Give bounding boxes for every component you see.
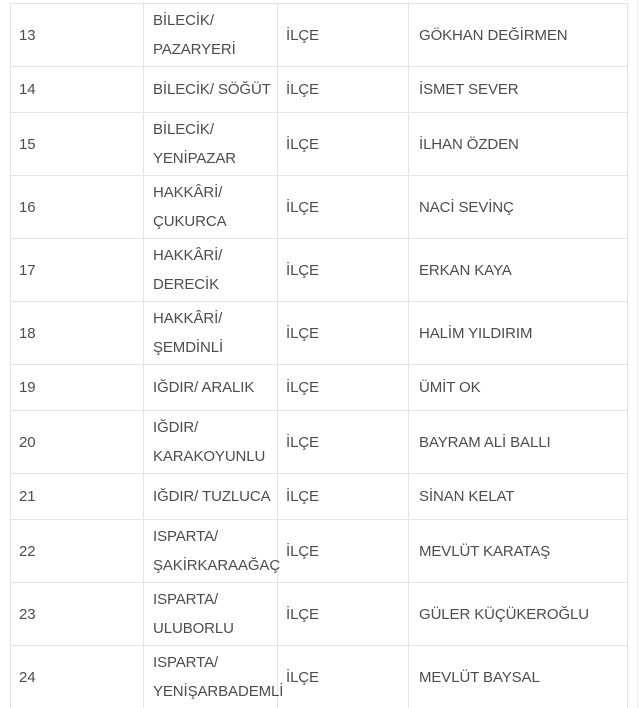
province-district-cell: ISPARTA/ ŞAKİRKARAAĞAÇ [144,520,278,582]
table-row [11,646,628,708]
table-row [11,113,628,176]
candidate-name-cell: SİNAN KELAT [409,474,628,519]
table-row [11,239,628,302]
row-number-cell: 16 [11,176,144,238]
table-row [11,474,628,520]
unit-type-cell: İLÇE [278,520,409,582]
row-number-cell: 15 [11,113,144,175]
table-row [11,302,628,365]
right-edge-line [637,0,638,708]
table-row [11,4,628,67]
candidate-name-cell: İSMET SEVER [409,67,628,112]
row-number-cell: 13 [11,4,144,66]
province-district-cell: ISPARTA/ ULUBORLU [144,583,278,645]
candidate-name-cell: MEVLÜT BAYSAL [409,646,628,708]
unit-type-cell: İLÇE [278,646,409,708]
province-district-cell: IĞDIR/ ARALIK [144,365,278,410]
candidate-name-cell: BAYRAM ALİ BALLI [409,411,628,473]
unit-type-cell: İLÇE [278,365,409,410]
province-district-cell: BİLECİK/ YENİPAZAR [144,113,278,175]
candidate-name-cell: MEVLÜT KARATAŞ [409,520,628,582]
candidate-name-cell: GÖKHAN DEĞİRMEN [409,4,628,66]
row-number-cell: 23 [11,583,144,645]
row-number-cell: 14 [11,67,144,112]
table-row [11,176,628,239]
row-number-cell: 22 [11,520,144,582]
unit-type-cell: İLÇE [278,113,409,175]
candidate-name-cell: ÜMİT OK [409,365,628,410]
row-number-cell: 24 [11,646,144,708]
table-row [11,365,628,411]
row-number-cell: 17 [11,239,144,301]
unit-type-cell: İLÇE [278,302,409,364]
unit-type-cell: İLÇE [278,239,409,301]
unit-type-cell: İLÇE [278,176,409,238]
province-district-cell: BİLECİK/ PAZARYERİ [144,4,278,66]
unit-type-cell: İLÇE [278,4,409,66]
table-row [11,67,628,113]
table-row [11,520,628,583]
unit-type-cell: İLÇE [278,583,409,645]
table-row [11,411,628,474]
unit-type-cell: İLÇE [278,411,409,473]
unit-type-cell: İLÇE [278,67,409,112]
province-district-cell: HAKKÂRİ/ ŞEMDİNLİ [144,302,278,364]
province-district-cell: BİLECİK/ SÖĞÜT [144,67,278,112]
candidate-name-cell: GÜLER KÜÇÜKEROĞLU [409,583,628,645]
province-district-cell: ISPARTA/ YENİŞARBADEMLİ [144,646,278,708]
row-number-cell: 21 [11,474,144,519]
row-number-cell: 20 [11,411,144,473]
row-number-cell: 19 [11,365,144,410]
officials-table [10,3,628,708]
candidate-name-cell: NACİ SEVİNÇ [409,176,628,238]
table-row [11,583,628,646]
province-district-cell: IĞDIR/ TUZLUCA [144,474,278,519]
unit-type-cell: İLÇE [278,474,409,519]
province-district-cell: HAKKÂRİ/ DERECİK [144,239,278,301]
province-district-cell: IĞDIR/ KARAKOYUNLU [144,411,278,473]
row-number-cell: 18 [11,302,144,364]
candidate-name-cell: HALİM YILDIRIM [409,302,628,364]
candidate-name-cell: İLHAN ÖZDEN [409,113,628,175]
province-district-cell: HAKKÂRİ/ ÇUKURCA [144,176,278,238]
candidate-name-cell: ERKAN KAYA [409,239,628,301]
